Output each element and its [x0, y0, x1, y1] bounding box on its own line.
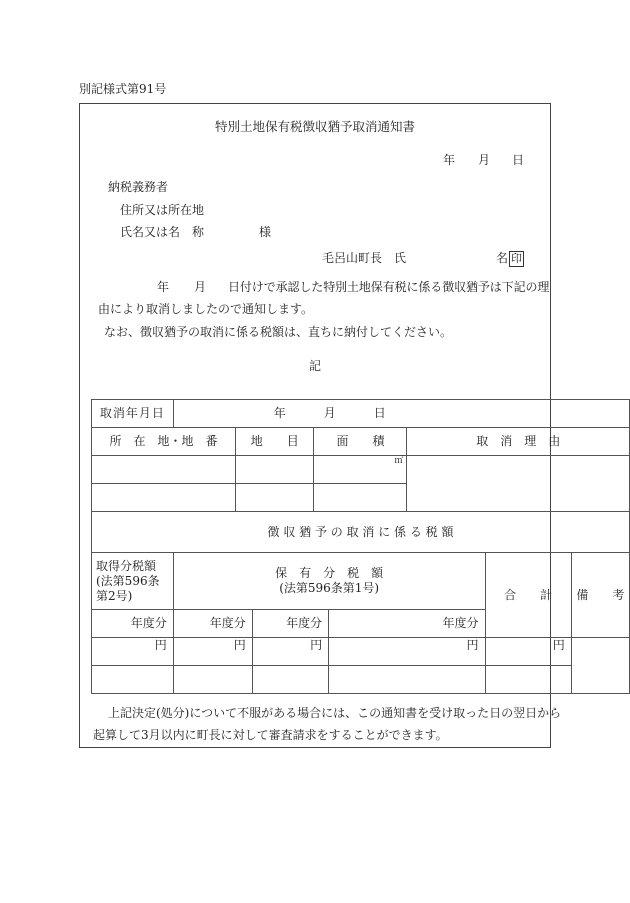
ki-mark: 記 — [309, 359, 322, 373]
acquisition-header — [92, 553, 174, 610]
header-land-category: 地 目 — [236, 428, 314, 456]
body-line1-text: 日付けで承認した特別土地保有税に係る徴収猶予は下記の理 — [228, 280, 550, 294]
body-line1-month: 月 — [194, 280, 207, 294]
reason-cell — [407, 456, 630, 512]
issuer-name — [496, 251, 524, 267]
date-month: 月 — [478, 153, 491, 167]
acquisition-label: 取得分税額 — [96, 558, 157, 573]
body-line3: なお、徴収猶予の取消に係る税額は、直ちに納付してください。 — [104, 325, 453, 339]
cancel-date-label-cell — [92, 400, 174, 428]
remarks-header: 備 考 — [571, 553, 629, 638]
footer-line1: 上記決定(処分)について不服がある場合には、この通知書を受け取った日の翌日から — [108, 706, 562, 720]
tax-section-title: 徴 収 猶 予 の 取 消 に 係 る 税 額 — [92, 512, 630, 553]
body-line1-year: 年 — [157, 280, 170, 294]
total-amount-cell: 円 — [485, 638, 571, 666]
body-line2: 由により取消しましたので通知します。 — [98, 302, 314, 316]
holding-header — [173, 553, 485, 610]
land-category-cell-2 — [236, 484, 314, 512]
acquisition-ref: (法第596条第2号) — [96, 573, 160, 603]
honorific: 様 — [259, 225, 272, 239]
holding-ref: (法第596条第1号) — [279, 581, 380, 595]
seal-mark: 印 — [511, 252, 523, 265]
amount-cell-1: 円 — [92, 638, 174, 666]
amount-cell-3: 円 — [252, 638, 328, 666]
cancel-date-cell — [173, 400, 629, 428]
area-cell-1 — [314, 456, 407, 484]
amount-blank-2 — [173, 666, 252, 694]
cancel-date-month: 月 — [323, 406, 336, 420]
fiscal-year-cell-4: 年度分 — [329, 610, 485, 638]
header-reason: 取 消 理 由 — [407, 428, 630, 456]
taxpayer-heading: 納税義務者 — [108, 180, 169, 194]
location-cell-2 — [92, 484, 236, 512]
amount-blank-3 — [252, 666, 328, 694]
total-header: 合 計 — [485, 553, 571, 638]
header-location: 所 在 地・地 番 — [92, 428, 236, 456]
address-label: 住所又は所在地 — [120, 203, 205, 217]
holding-label: 保 有 分 税 額 — [275, 566, 384, 580]
issuer-title: 毛呂山町長 氏 — [322, 251, 407, 265]
date-year: 年 — [443, 153, 456, 167]
date-day: 日 — [512, 153, 525, 167]
fiscal-year-cell-2: 年度分 — [173, 610, 252, 638]
cancel-date-day: 日 — [373, 406, 386, 420]
details-table — [91, 399, 630, 694]
header-area: 面 積 — [314, 428, 407, 456]
cancel-date-label: 取消年月日 — [99, 406, 165, 420]
cancel-date-year: 年 — [273, 406, 286, 420]
land-category-cell-1 — [236, 456, 314, 484]
area-cell-2 — [314, 484, 407, 512]
issuer-name-suffix: 名 — [496, 251, 509, 265]
area-unit: ㎡ — [394, 456, 404, 466]
document-title: 特別土地保有税徴収猶予取消通知書 — [214, 119, 415, 134]
amount-cell-4: 円 — [329, 638, 485, 666]
footer-line2: 起算して3月以内に町長に対して審査請求をすることができます。 — [93, 728, 448, 742]
form-number: 別記様式第91号 — [79, 82, 167, 96]
amount-blank-1 — [92, 666, 174, 694]
fiscal-year-cell-3: 年度分 — [252, 610, 328, 638]
amount-cell-2: 円 — [173, 638, 252, 666]
total-blank — [485, 666, 571, 694]
fiscal-year-cell-1: 年度分 — [92, 610, 174, 638]
remarks-cell — [571, 638, 629, 694]
amount-blank-4 — [329, 666, 485, 694]
name-label: 氏名又は名 称 — [120, 225, 205, 239]
location-cell-1 — [92, 456, 236, 484]
